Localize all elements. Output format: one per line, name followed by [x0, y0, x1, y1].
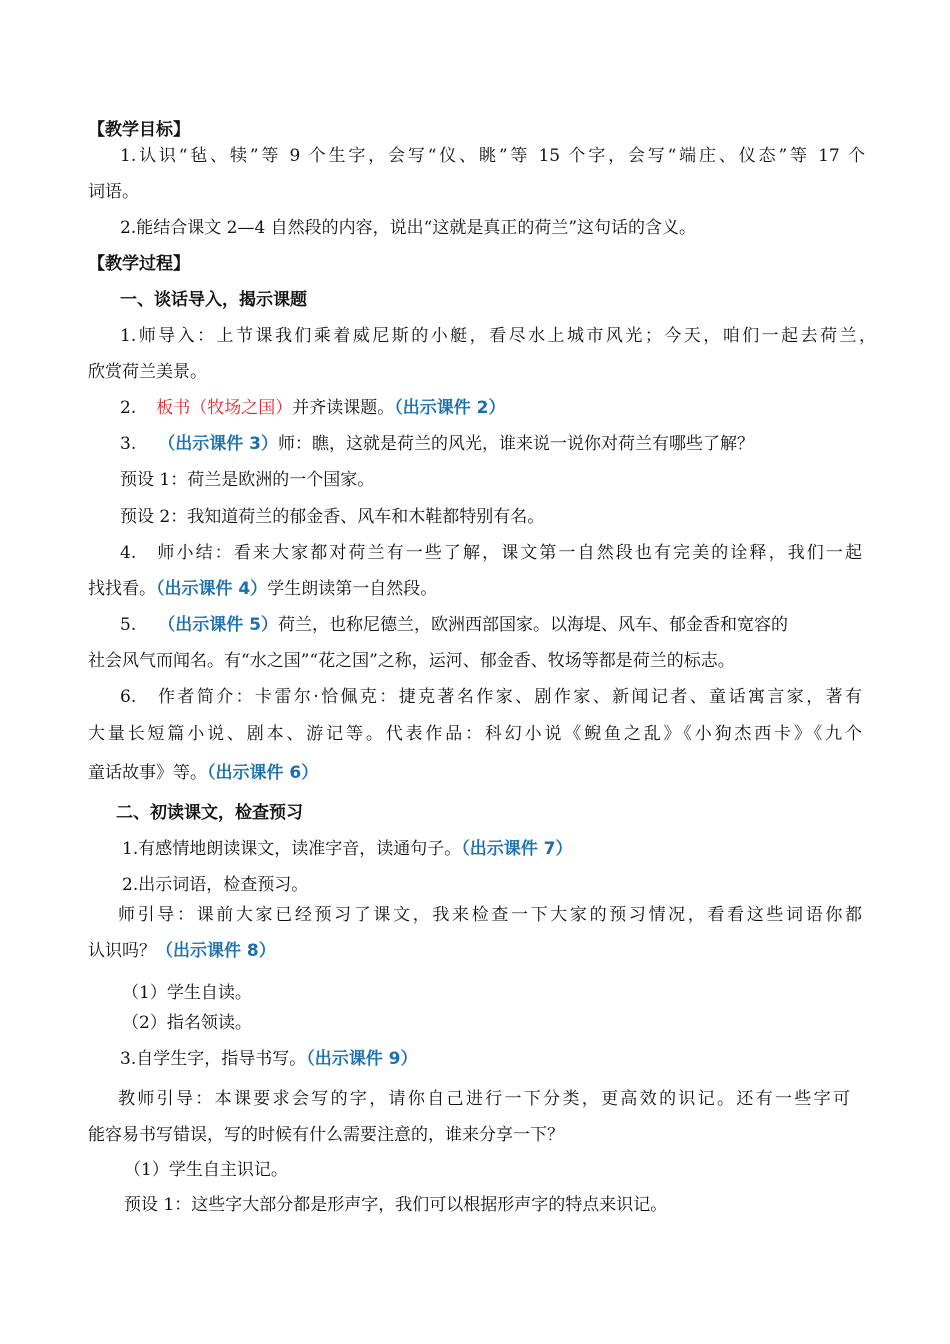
courseware-ref-5: （出示课件 5） [158, 615, 278, 635]
s2-guide-line-2-a: 认识吗？ [88, 941, 156, 961]
s1-p5-line-2: 社会风气而闻名。有“水之国”“花之国”之称，运河、郁金香、牧场等都是荷兰的标志。 [88, 651, 735, 671]
goal-item-2: 2.能结合课文 2—4 自然段的内容，说出“这就是真正的荷兰”这句话的含义。 [120, 218, 697, 238]
s2-step-1: （1）学生自读。 [122, 983, 252, 1003]
section-1-title: 一、谈话导入，揭示课题 [120, 290, 307, 310]
courseware-ref-3: （出示课件 3） [158, 434, 278, 454]
s1-p2-text: 并齐读课题。 [292, 398, 395, 418]
s2-teacher-line-1 [118, 1088, 850, 1110]
courseware-ref-9: （出示课件 9） [306, 1049, 418, 1069]
process-heading: 【教学过程】 [88, 254, 190, 274]
courseware-ref-4: （出示课件 4） [156, 579, 268, 599]
s1-p4-line-1 [120, 542, 862, 564]
s2-step-3: （1）学生自主识记。 [124, 1160, 288, 1180]
courseware-ref-6: （出示课件 6） [207, 763, 319, 783]
s1-p6-line-1 [120, 686, 862, 708]
s1-p2-number: 2. [120, 398, 137, 418]
s1-p4-line-2 [88, 578, 878, 600]
goal-item-1-line-1 [120, 145, 865, 167]
s1-p1-line-1-text: 1.师导入：上节课我们乘着威尼斯的小艇，看尽水上城市风光；今天，咱们一起去荷兰， [120, 326, 876, 346]
courseware-ref-8: （出示课件 8） [156, 941, 276, 961]
s2-guide-line-1 [118, 904, 862, 926]
s2-guide-line-2 [88, 940, 878, 962]
s1-preset-2: 预设 2：我知道荷兰的郁金香、风车和木鞋都特别有名。 [120, 507, 545, 527]
s1-p6-line-2 [88, 723, 862, 745]
courseware-ref-7: （出示课件 7） [461, 839, 573, 859]
goal-item-1-line-2: 词语。 [88, 182, 139, 202]
s2-teacher-line-2: 能容易书写错误，写的时候有什么需要注意的，谁来分享一下？ [88, 1125, 564, 1145]
s1-p5-line-1 [120, 614, 910, 636]
s1-p6-line-3-a: 童话故事》等。 [88, 763, 207, 783]
section-2-title: 二、初读课文，检查预习 [116, 803, 303, 823]
board-writing: 板书（牧场之国） [156, 398, 293, 418]
s2-p2: 2.出示词语，检查预习。 [122, 875, 309, 895]
s2-p3-text: 3.自学生字，指导书写。 [120, 1049, 307, 1069]
s1-p4-line-2-a: 找找看。 [88, 579, 156, 599]
s1-preset-1: 预设 1：荷兰是欧洲的一个国家。 [120, 470, 375, 490]
s1-p1-line-2: 欣赏荷兰美景。 [88, 362, 207, 382]
s2-p3 [120, 1048, 910, 1070]
s1-p5-text: 荷兰，也称尼德兰，欧洲西部国家。以海堤、风车、郁金香和宽容的 [277, 615, 788, 635]
s2-p1 [122, 838, 912, 860]
s2-preset-1: 预设 1：这些字大部分都是形声字，我们可以根据形声字的特点来识记。 [124, 1195, 668, 1215]
s1-p6-line-2-text: 大量长短篇小说、剧本、游记等。代表作品：科幻小说《鲵鱼之乱》《小狗杰西卡》《九个 [88, 724, 862, 744]
s2-teacher-line-1-text: 教师引导：本课要求会写的字，请你自己进行一下分类，更高效的识记。还有一些字可 [118, 1089, 850, 1109]
s1-p3-number: 3. [120, 434, 137, 454]
s1-p6-line-1-text: 6. 作者简介：卡雷尔·恰佩克：捷克著名作家、剧作家、新闻记者、童话寓言家，著有 [120, 687, 862, 707]
s2-p1-text: 1.有感情地朗读课文，读准字音，读通句子。 [122, 839, 462, 859]
s1-p6-line-3 [88, 762, 878, 784]
s2-guide-line-1-text: 师引导：课前大家已经预习了课文，我来检查一下大家的预习情况，看看这些词语你都 [118, 905, 862, 925]
s1-p1-line-1 [120, 325, 876, 347]
s1-p3 [120, 433, 910, 455]
goals-heading: 【教学目标】 [88, 120, 190, 140]
s1-p3-text: 师：瞧，这就是荷兰的风光，谁来说一说你对荷兰有哪些了解？ [277, 434, 754, 454]
s1-p4-line-1-text: 4. 师小结：看来大家都对荷兰有一些了解，课文第一自然段也有完美的诠释，我们一起 [120, 543, 862, 563]
courseware-ref-2: （出示课件 2） [394, 398, 506, 418]
goal-item-1-line-1-text: 1.认识“毡、犊”等 9 个生字，会写“仪、眺”等 15 个字，会写“端庄、仪态”等 17 个 [120, 146, 865, 166]
s1-p4-line-2-b: 学生朗读第一自然段。 [267, 579, 438, 599]
s2-step-2: （2）指名领读。 [122, 1013, 252, 1033]
s1-p2 [120, 397, 910, 419]
s1-p5-number: 5. [120, 615, 137, 635]
